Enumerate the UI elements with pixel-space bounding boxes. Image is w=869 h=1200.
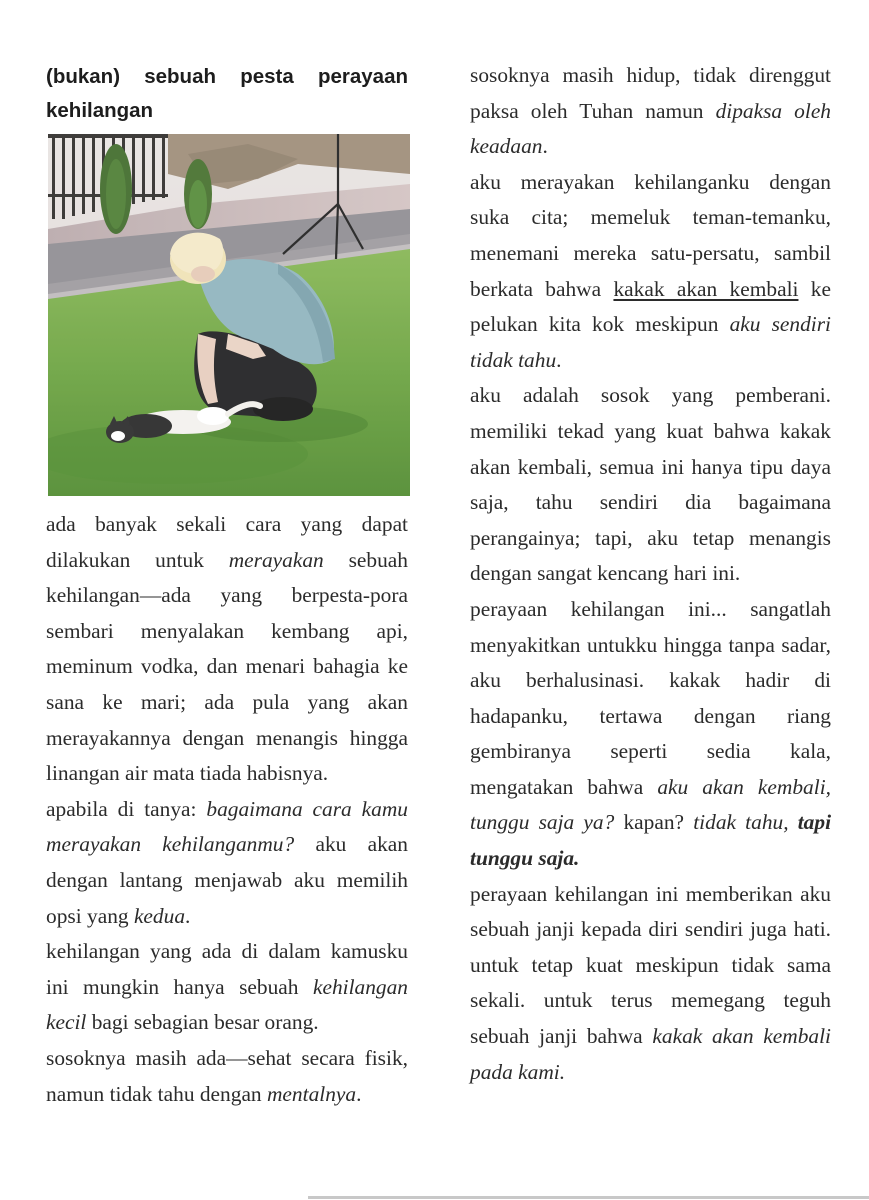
- paragraph: [470, 592, 831, 877]
- text-run: .: [185, 903, 191, 928]
- title-line-2: kehilangan: [46, 99, 154, 122]
- paragraph: [46, 1041, 408, 1112]
- title-line-1: (bukan) sebuah pesta perayaan: [46, 65, 408, 88]
- paragraph: [46, 934, 408, 1041]
- paragraph: [470, 877, 831, 1091]
- underlined-text: kakak akan kembali: [613, 276, 799, 301]
- italic-text: kehilangan kecil: [46, 974, 408, 1035]
- text-run: aku adalah sosok yang pemberani. memiliki tekad yang kuat bahwa kakak akan kembali, semua ini hanya tipu daya saja, tahu sendiri dia bagaimana perangainya; tapi, aku tetap menangis dengan sangat kencang hari ini.: [470, 383, 831, 586]
- text-run: perayaan kehilangan ini... sangatlah menyakitkan untukku hingga tanpa sadar, aku berhalusinasi. kakak hadir di hadapanku, tertawa dengan riang gembiranya seperti sedia kala, mengatakan bahwa: [470, 596, 831, 799]
- text-run: perayaan kehilangan ini memberikan aku sebuah janji kepada diri sendiri juga hati. untuk tetap kuat meskipun tidak sama sekali. untuk terus memegang teguh sebuah janji bahwa: [470, 881, 831, 1049]
- italic-text: merayakan: [228, 547, 324, 572]
- paragraph: [470, 58, 831, 165]
- italic-text: mentalnya: [266, 1081, 357, 1106]
- paragraph: [470, 165, 831, 379]
- italic-text: dipaksa oleh keadaan: [470, 98, 832, 159]
- text-run: ada banyak sekali cara yang dapat dilakukan untuk: [46, 512, 408, 572]
- text-run: sosoknya masih hidup, tidak direnggut paksa oleh Tuhan namun: [470, 63, 831, 123]
- bold-italic-text: tapi tunggu saja.: [470, 810, 832, 871]
- text-run: .: [356, 1081, 362, 1106]
- text-run: kapan?: [614, 810, 694, 835]
- italic-text: tidak tahu,: [693, 810, 798, 835]
- text-run: apabila di tanya:: [46, 796, 207, 821]
- paragraph: [46, 507, 408, 792]
- bottom-divider: [308, 1196, 869, 1199]
- italic-text: aku akan kembali, tunggu saja ya?: [470, 774, 831, 835]
- italic-text: bagaimana cara kamu merayakan kehilanganmu?: [46, 796, 408, 857]
- italic-text: kakak akan kembali pada kami.: [470, 1024, 831, 1084]
- text-run: kehilangan yang ada di dalam kamusku ini mungkin hanya sebuah: [46, 939, 408, 999]
- paragraph: [470, 378, 831, 592]
- text-run: sosoknya masih ada—sehat secara fisik, namun tidak tahu dengan: [46, 1045, 408, 1106]
- page-title: [46, 60, 408, 128]
- italic-text: kedua: [133, 903, 186, 928]
- text-run: .: [556, 347, 562, 372]
- text-run: aku akan dengan lantang menjawab aku memilih opsi yang: [46, 832, 408, 928]
- text-run: aku merayakan kehilanganku dengan suka cita; memeluk teman-temanku, menemani mereka satu-persatu, sambil berkata bahwa: [470, 169, 831, 301]
- article-photo: [48, 134, 410, 496]
- italic-text: aku sendiri tidak tahu: [470, 312, 831, 372]
- left-column-text: [46, 507, 408, 1112]
- text-run: ke pelukan kita kok meskipun: [470, 276, 831, 337]
- paragraph: [46, 792, 408, 934]
- text-run: .: [542, 134, 548, 159]
- text-run: sebuah kehilangan—ada yang berpesta-pora sembari menyalakan kembang api, meminum vodka, dan menari bahagia ke sana ke mari; ada pula yang akan merayakannya dengan menangis hingga linangan air mata tiada habisnya.: [46, 547, 408, 786]
- right-column-text: [470, 58, 831, 1090]
- text-run: bagi sebagian besar orang.: [86, 1010, 319, 1035]
